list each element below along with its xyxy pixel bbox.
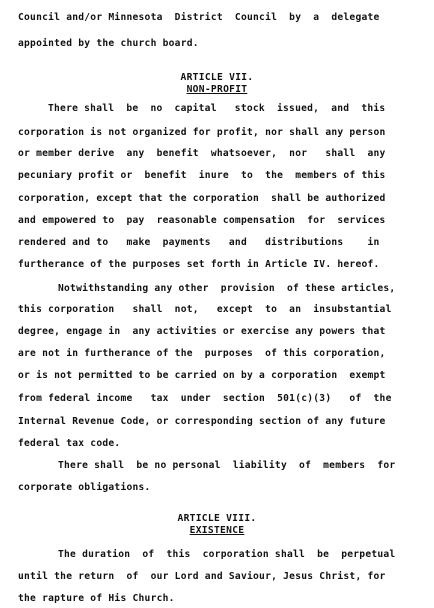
article-vii-title: ARTICLE VII.: [180, 72, 254, 83]
text-line: Council and/or Minnesota District Council by a delegate: [18, 12, 380, 23]
text-line: corporation, except that the corporation shall be authorized: [18, 193, 386, 204]
text-line: Internal Revenue Code, or corresponding section of any future: [18, 416, 386, 427]
text-line: or member derive any benefit whatsoever, nor shall any: [18, 148, 386, 159]
text-line: The duration of this corporation shall be perpetual: [58, 549, 396, 560]
article-viii-subtitle: EXISTENCE: [189, 525, 245, 536]
text-line: federal tax code.: [18, 438, 121, 449]
text-line: corporation is not organized for profit, nor shall any person: [18, 127, 386, 138]
text-line: are not in furtherance of the purposes of this corporation,: [18, 348, 386, 359]
text-line: pecuniary profit or benefit inure to the members of this: [18, 170, 386, 181]
text-line: appointed by the church board.: [18, 38, 199, 49]
text-line: or is not permitted to be carried on by a corporation exempt: [18, 370, 386, 381]
text-line: the rapture of His Church.: [18, 593, 175, 604]
text-line: Notwithstanding any other provision of these articles,: [58, 283, 396, 294]
text-line: corporate obligations.: [18, 482, 151, 493]
text-line: There shall be no personal liability of members for: [58, 460, 396, 471]
text-line: degree, engage in any activities or exercise any powers that: [18, 326, 386, 337]
article-viii-title: ARTICLE VIII.: [177, 513, 257, 524]
text-line: this corporation shall not, except to an insubstantial: [18, 304, 392, 315]
text-line: and empowered to pay reasonable compensation for services: [18, 215, 386, 226]
text-line: from federal income tax under section 501(c)(3) of the: [18, 393, 392, 404]
text-line: There shall be no capital stock issued, and this: [48, 103, 386, 114]
text-line: until the return of our Lord and Saviour, Jesus Christ, for: [18, 571, 386, 582]
article-vii-subtitle: NON-PROFIT: [186, 84, 248, 95]
text-line: rendered and to make payments and distributions in: [18, 237, 380, 248]
text-line: furtherance of the purposes set forth in Article IV. hereof.: [18, 259, 380, 270]
